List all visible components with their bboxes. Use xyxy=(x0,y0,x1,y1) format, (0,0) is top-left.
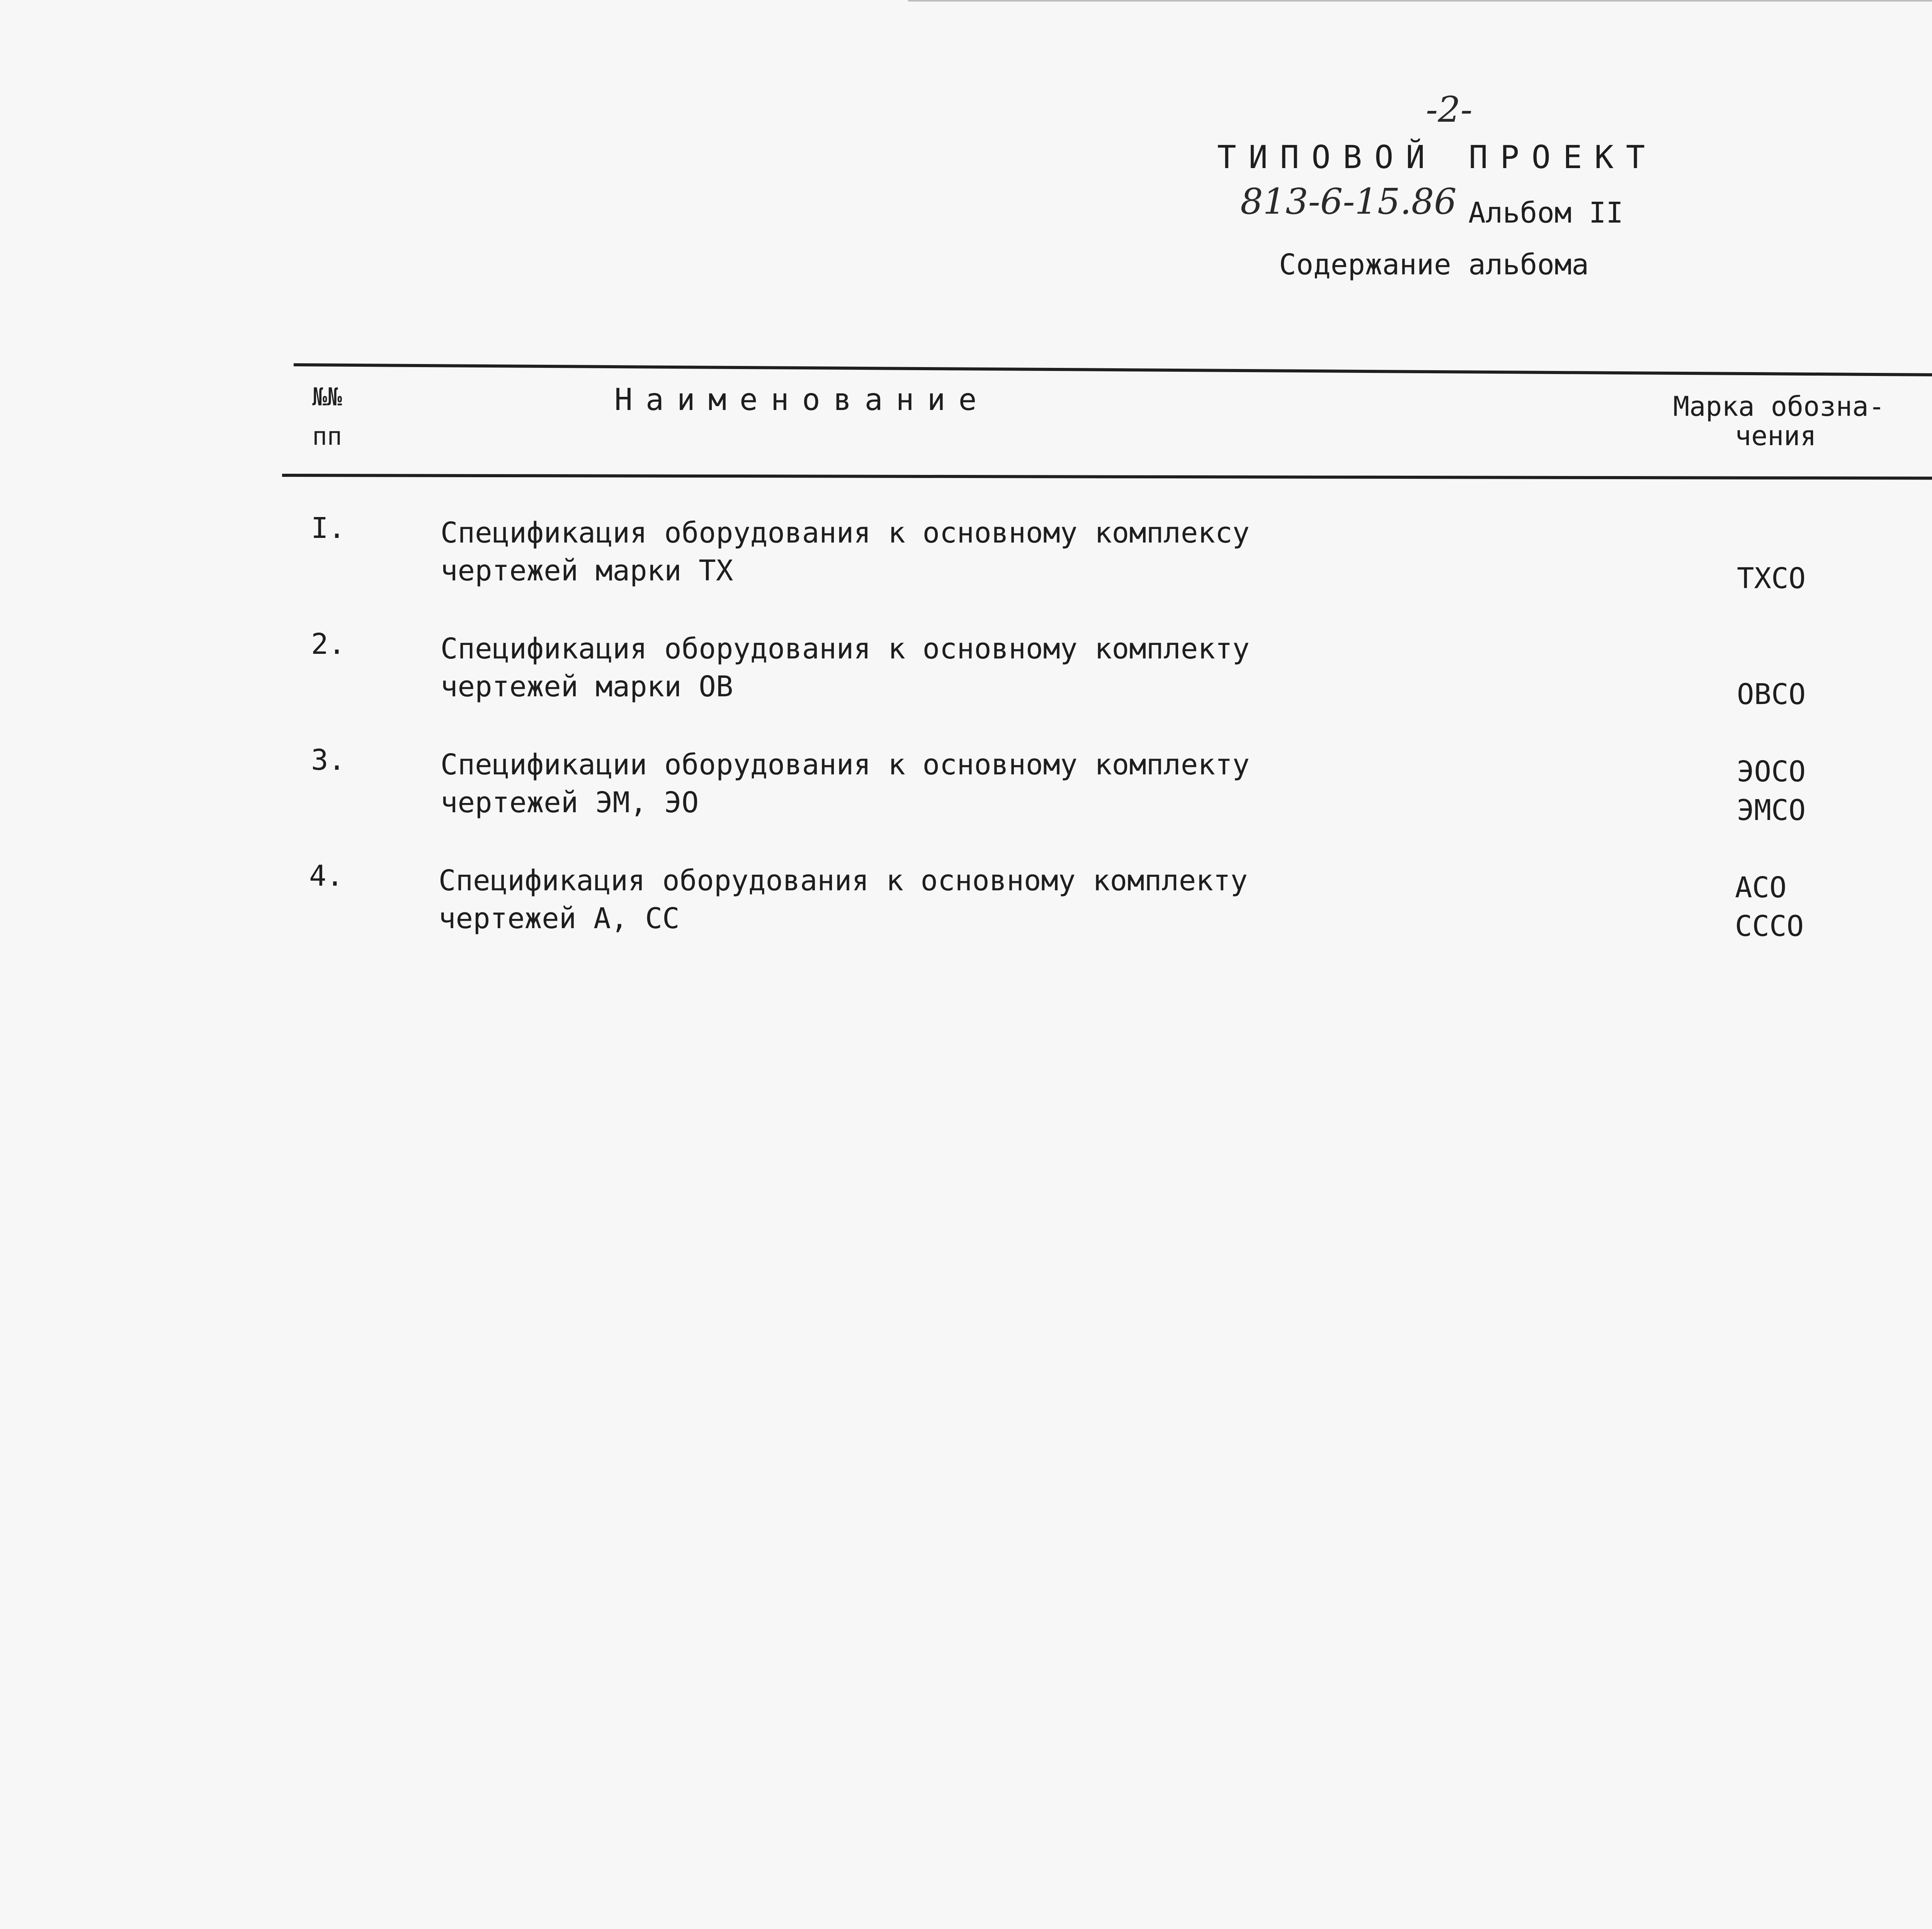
header-mark-line2: чения xyxy=(1735,420,1816,452)
row-name-line2: чертежей А, СС xyxy=(439,902,680,935)
row-name-line2: чертежей марки ОВ xyxy=(440,670,733,703)
row-number: 2. xyxy=(311,628,346,661)
row-mark: СССО xyxy=(1735,910,1804,943)
table-header-rule xyxy=(282,474,1932,481)
row-number: 4. xyxy=(309,859,344,893)
project-number: 813-6-15.86 xyxy=(1240,181,1457,222)
heading: ТИПОВОЙ ПРОЕКТ xyxy=(1217,139,1658,176)
page-number: -2- xyxy=(1426,89,1473,130)
header-no-line2: пп xyxy=(312,422,342,451)
table-top-rule xyxy=(294,363,1932,379)
row-name-line1: Спецификация оборудования к основному комплекту xyxy=(440,632,1250,665)
scan-edge-top xyxy=(908,0,1932,2)
album-label: Альбом II xyxy=(1468,196,1623,230)
row-mark: ТХСО xyxy=(1737,562,1806,595)
row-name-line2: чертежей ЭМ, ЭО xyxy=(440,786,699,819)
row-mark: ЭОСО xyxy=(1737,755,1806,788)
row-number: I. xyxy=(311,512,346,545)
row-mark: ЭМСО xyxy=(1737,794,1806,827)
header-mark-line1: Марка обозна- xyxy=(1673,391,1885,422)
header-no-line1: №№ xyxy=(312,383,342,412)
contents-title: Содержание альбома xyxy=(1279,248,1589,281)
header-name: Наименование xyxy=(614,383,990,417)
row-name-line1: Спецификация оборудования к основному комплексу xyxy=(440,516,1250,549)
row-name-line1: Спецификация оборудования к основному комплекту xyxy=(439,864,1248,897)
row-name-line2: чертежей марки ТХ xyxy=(440,554,733,587)
row-mark: ОВСО xyxy=(1737,678,1806,711)
row-mark: АСО xyxy=(1735,871,1787,904)
row-name-line1: Спецификации оборудования к основному комплекту xyxy=(440,748,1250,781)
row-number: 3. xyxy=(311,743,346,777)
